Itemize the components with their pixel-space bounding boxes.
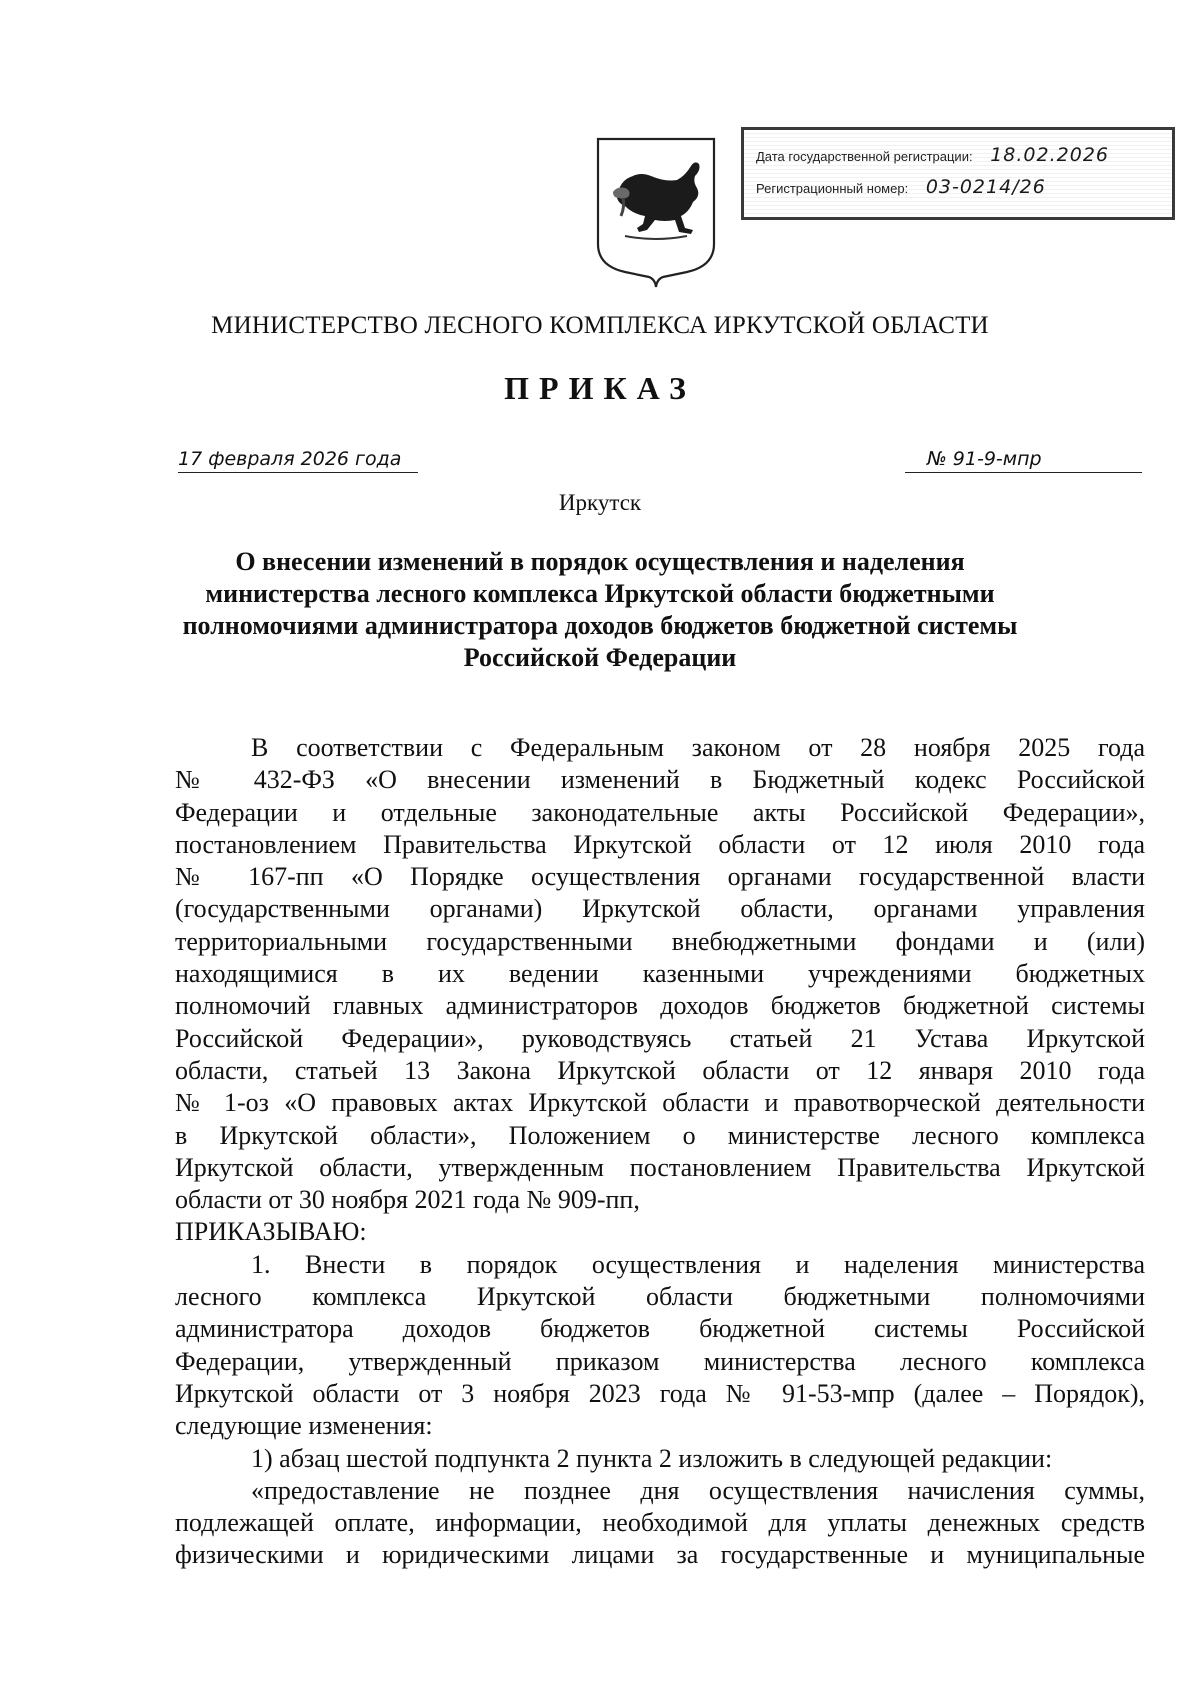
document-title	[160, 546, 1040, 674]
subitem-1: 1) абзац шестой подпункта 2 пункта 2 изложить в следующей редакции:	[251, 1443, 1053, 1473]
item1-line: Федерации, утвержденный приказом министерства лесного комплекса	[175, 1346, 1145, 1376]
stamp-date-value: 18.02.2026	[990, 144, 1109, 166]
ministry-name: МИНИСТЕРСТВО ЛЕСНОГО КОМПЛЕКСА ИРКУТСКОЙ ОБЛАСТИ	[211, 312, 989, 339]
title-line: Российской Федерации	[463, 643, 737, 672]
registration-stamp	[741, 127, 1175, 220]
preamble-line: Российской Федерации», руководствуясь статьей 21 Устава Иркутской	[175, 1023, 1145, 1053]
item1-line: администратора доходов бюджетов бюджетной системы Российской	[175, 1314, 1145, 1344]
preamble-line: № 167-пп «О Порядке осуществления органами государственной власти	[175, 862, 1145, 892]
quote-line: физическими и юридическими лицами за государственные и муниципальные	[175, 1540, 1145, 1570]
title-line: полномочиями администратора доходов бюджетов бюджетной системы	[182, 611, 1018, 640]
item1-line: следующие изменения:	[175, 1411, 433, 1441]
item1-line: 1. Внести в порядок осуществления и наделения министерства	[251, 1249, 1145, 1279]
quote-line: «предоставление не позднее дня осуществления начисления суммы,	[251, 1475, 1145, 1505]
document-type: ПРИКАЗ	[504, 370, 696, 406]
city-name: Иркутск	[558, 490, 642, 515]
item1-line: Иркутской области от 3 ноября 2023 года № 91-53-мпр (далее – Порядок),	[175, 1378, 1145, 1408]
stamp-reg-value: 03-0214/26	[925, 176, 1046, 198]
preamble-line: в Иркутской области», Положением о министерстве лесного комплекса	[175, 1120, 1145, 1150]
order-date-handwritten: 17 февраля 2026 года	[178, 448, 418, 473]
title-line: О внесении изменений в порядок осуществления и наделения	[235, 547, 965, 576]
preamble-line: области, статьей 13 Закона Иркутской области от 12 января 2010 года	[175, 1055, 1145, 1085]
stamp-date-row	[756, 144, 1162, 166]
preamble-line: № 432-ФЗ «О внесении изменений в Бюджетный кодекс Российской	[175, 765, 1145, 795]
preamble-line: территориальными государственными внебюджетными фондами и (или)	[175, 926, 1145, 956]
preamble-line: Иркутской области, утвержденным постановлением Правительства Иркутской	[175, 1152, 1145, 1182]
order-number-handwritten: № 91-9-мпр	[905, 448, 1142, 473]
stamp-reg-label: Регистрационный номер:	[756, 181, 909, 196]
preamble-line: В соответствии с Федеральным законом от 28 ноября 2025 года	[251, 733, 1145, 762]
stamp-date-label: Дата государственной регистрации:	[756, 149, 973, 164]
preamble-line: полномочий главных администраторов доходов бюджетов бюджетной системы	[175, 991, 1145, 1021]
stamp-reg-row	[756, 176, 1162, 198]
preamble-line: находящимися в их ведении казенными учреждениями бюджетных	[175, 959, 1145, 989]
coat-of-arms-emblem	[595, 136, 717, 288]
preamble-line: области от 30 ноября 2021 года № 909-пп,	[175, 1185, 640, 1215]
quote-line: подлежащей оплате, информации, необходимой для уплаты денежных средств	[175, 1508, 1145, 1538]
preamble-line: Федерации и отдельные законодательные акты Российской Федерации»,	[175, 797, 1145, 827]
title-line: министерства лесного комплекса Иркутской области бюджетными	[205, 579, 995, 608]
order-word: ПРИКАЗЫВАЮ:	[175, 1217, 367, 1247]
preamble-line: № 1-оз «О правовых актах Иркутской области и правотворческой деятельности	[175, 1088, 1145, 1118]
preamble-line: (государственными органами) Иркутской области, органами управления	[175, 894, 1145, 924]
item1-line: лесного комплекса Иркутской области бюджетными полномочиями	[175, 1282, 1145, 1312]
preamble-line: постановлением Правительства Иркутской области от 12 июля 2010 года	[175, 829, 1145, 859]
document-body	[175, 732, 1145, 1572]
